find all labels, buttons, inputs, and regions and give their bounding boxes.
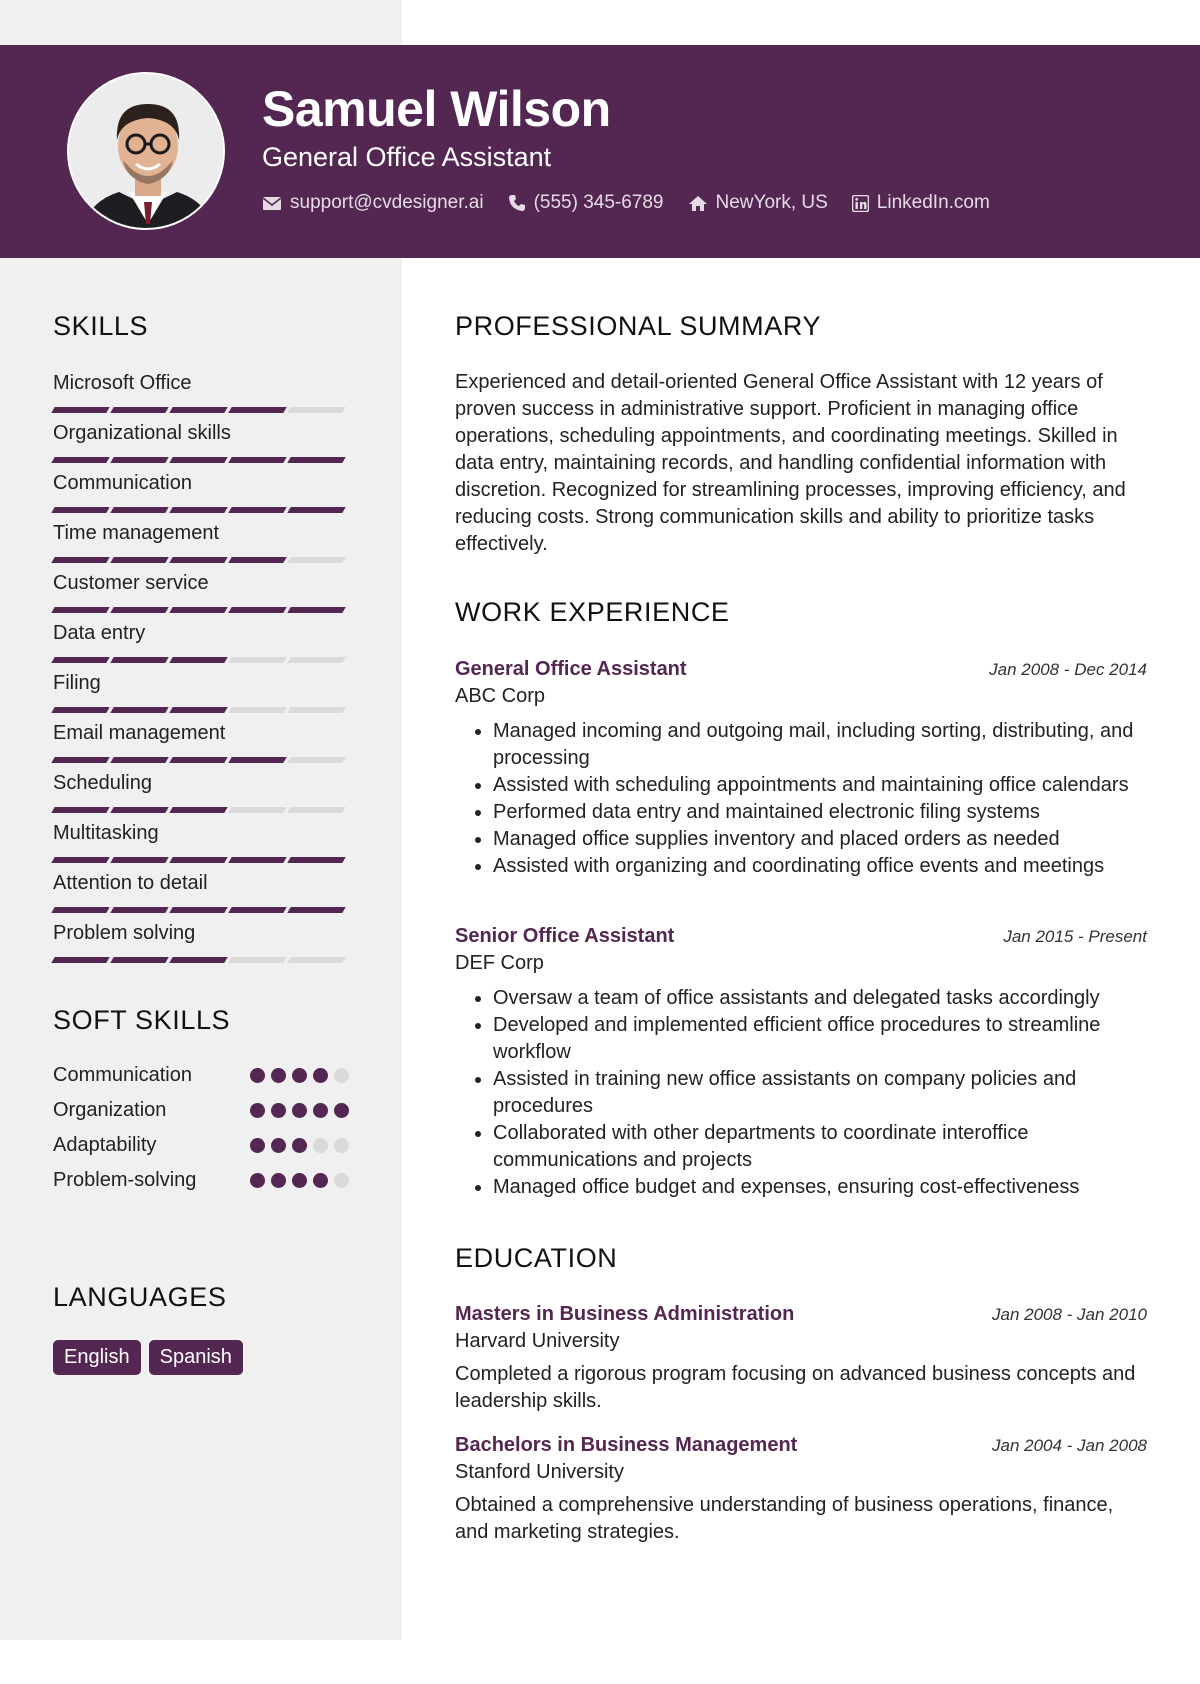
skill-level-segment <box>228 507 286 513</box>
skill-level-segment <box>169 607 227 613</box>
skill-level-meter <box>53 707 349 713</box>
job-bullet: • Assisted with organizing and coordinating office events and meetings <box>493 853 1147 880</box>
skill-level-segment <box>287 457 345 463</box>
soft-skill-item <box>53 1169 349 1192</box>
soft-skill-label: Adaptability <box>53 1134 157 1156</box>
skill-level-segment <box>228 757 286 763</box>
skill-level-segment <box>110 557 168 563</box>
skill-item <box>53 419 349 463</box>
rating-dot <box>271 1173 286 1188</box>
rating-dot <box>250 1103 265 1118</box>
skill-level-segment <box>287 607 345 613</box>
skill-level-segment <box>51 507 109 513</box>
skill-level-segment <box>51 607 109 613</box>
rating-dot <box>271 1103 286 1118</box>
skill-level-segment <box>110 907 168 913</box>
skill-level-segment <box>228 607 286 613</box>
skill-level-segment <box>169 657 227 663</box>
skill-level-segment <box>287 507 345 513</box>
candidate-name: Samuel Wilson <box>262 81 611 137</box>
skill-item <box>53 669 349 713</box>
contact-linkedin[interactable] <box>852 192 990 214</box>
skill-label: Microsoft Office <box>53 372 192 394</box>
skill-level-segment <box>51 407 109 413</box>
rating-dot <box>250 1173 265 1188</box>
skill-level-segment <box>110 657 168 663</box>
education-entry <box>455 1434 1147 1546</box>
languages-list <box>53 1340 251 1375</box>
contact-phone-text: (555) 345-6789 <box>533 192 664 213</box>
rating-dot <box>271 1138 286 1153</box>
skill-level-segment <box>287 807 345 813</box>
skill-label: Multitasking <box>53 822 159 844</box>
skill-level-segment <box>228 407 286 413</box>
job-dates: Jan 2015 - Present <box>1003 927 1147 946</box>
education-description: Obtained a comprehensive understanding of business operations, finance, and marketing strategies. <box>455 1494 1114 1543</box>
skills-heading: SKILLS <box>53 311 149 341</box>
contact-location <box>688 192 828 214</box>
skill-level-segment <box>228 857 286 863</box>
contact-email-text: support@cvdesigner.ai <box>290 192 484 213</box>
skill-level-meter <box>53 457 349 463</box>
job-bullet: • Oversaw a team of office assistants and delegated tasks accordingly <box>493 985 1147 1012</box>
skill-level-segment <box>169 857 227 863</box>
summary-heading: PROFESSIONAL SUMMARY <box>455 311 822 341</box>
rating-dot <box>334 1068 349 1083</box>
rating-dot <box>313 1103 328 1118</box>
skill-level-segment <box>110 857 168 863</box>
rating-dot <box>292 1103 307 1118</box>
skill-level-meter <box>53 557 349 563</box>
skill-level-segment <box>169 407 227 413</box>
skill-item <box>53 569 349 613</box>
rating-dot <box>292 1138 307 1153</box>
job-bullet: • Assisted in training new office assistants on company policies and procedures <box>493 1066 1147 1120</box>
skill-level-segment <box>287 757 345 763</box>
job-bullet: • Managed office budget and expenses, ensuring cost-effectiveness <box>493 1174 1147 1201</box>
job-dates: Jan 2008 - Dec 2014 <box>989 660 1147 679</box>
skill-level-segment <box>169 907 227 913</box>
skill-level-segment <box>110 457 168 463</box>
rating-dot <box>250 1138 265 1153</box>
skill-level-segment <box>51 707 109 713</box>
skill-item <box>53 869 349 913</box>
skill-level-segment <box>287 407 345 413</box>
skill-label: Organizational skills <box>53 422 231 444</box>
job-entry <box>455 925 1147 1201</box>
contact-linkedin-text: LinkedIn.com <box>876 192 990 213</box>
languages-heading: LANGUAGES <box>53 1282 227 1312</box>
skill-level-segment <box>228 657 286 663</box>
skill-level-segment <box>287 557 345 563</box>
skill-level-segment <box>228 457 286 463</box>
rating-dot <box>334 1103 349 1118</box>
candidate-title: General Office Assistant <box>262 142 552 172</box>
skill-level-segment <box>287 957 345 963</box>
rating-dot <box>313 1068 328 1083</box>
skill-label: Filing <box>53 672 101 694</box>
skill-level-segment <box>228 907 286 913</box>
education-dates: Jan 2008 - Jan 2010 <box>991 1305 1147 1324</box>
skill-level-segment <box>169 957 227 963</box>
skill-level-segment <box>110 407 168 413</box>
skill-level-segment <box>228 957 286 963</box>
contact-bar <box>262 192 1014 214</box>
skill-level-segment <box>51 657 109 663</box>
skill-level-meter <box>53 807 349 813</box>
skill-item <box>53 819 349 863</box>
skill-level-segment <box>51 857 109 863</box>
skill-level-segment <box>110 807 168 813</box>
education-description: Completed a rigorous program focusing on advanced business concepts and leadership skills. <box>455 1363 1136 1412</box>
school-name: Harvard University <box>455 1330 620 1352</box>
skill-level-segment <box>51 557 109 563</box>
soft-skill-rating <box>244 1068 349 1083</box>
skill-level-segment <box>287 657 345 663</box>
summary-text: Experienced and detail-oriented General Office Assistant with 12 years of proven success in administrative support. Proficient in managing office operations, scheduling appointments, and coordinating meetings. Skilled in data entry, maintaining records, and handling confidential information with discretion. Recognized for streamlining processes, improving efficiency, and reducing costs. Strong communication skills and ability to prioritize tasks effectively. <box>455 371 1126 555</box>
skill-level-segment <box>228 807 286 813</box>
soft-skill-label: Problem-solving <box>53 1169 197 1191</box>
skill-item <box>53 769 349 813</box>
skill-level-segment <box>228 557 286 563</box>
language-badge: English <box>53 1340 141 1375</box>
job-bullet: • Performed data entry and maintained electronic filing systems <box>493 799 1147 826</box>
skill-level-segment <box>169 707 227 713</box>
skill-level-segment <box>51 907 109 913</box>
skill-item <box>53 519 349 563</box>
experience-heading: WORK EXPERIENCE <box>455 597 730 627</box>
skill-level-segment <box>228 707 286 713</box>
profile-photo <box>67 72 225 230</box>
job-title: General Office Assistant <box>455 658 687 680</box>
skill-level-segment <box>287 707 345 713</box>
job-bullet: • Developed and implemented efficient office procedures to streamline workflow <box>493 1012 1147 1066</box>
skill-level-segment <box>169 507 227 513</box>
skill-level-segment <box>51 757 109 763</box>
skill-level-meter <box>53 857 349 863</box>
soft-skills-heading: SOFT SKILLS <box>53 1005 231 1035</box>
skill-level-segment <box>287 907 345 913</box>
soft-skill-item <box>53 1064 349 1087</box>
job-bullet: • Collaborated with other departments to coordinate interoffice communications and projects <box>493 1120 1147 1174</box>
soft-skill-rating <box>244 1138 349 1153</box>
education-entry <box>455 1303 1147 1415</box>
job-title: Senior Office Assistant <box>455 925 675 947</box>
envelope-icon <box>262 195 282 211</box>
rating-dot <box>250 1068 265 1083</box>
soft-skill-label: Communication <box>53 1064 192 1086</box>
skill-label: Problem solving <box>53 922 196 944</box>
skill-level-segment <box>51 957 109 963</box>
skill-item <box>53 719 349 763</box>
soft-skill-item <box>53 1099 349 1122</box>
skill-label: Time management <box>53 522 219 544</box>
skill-label: Communication <box>53 472 192 494</box>
skill-level-segment <box>110 957 168 963</box>
skill-label: Scheduling <box>53 772 152 794</box>
job-entry <box>455 658 1147 880</box>
skill-level-meter <box>53 657 349 663</box>
skill-item <box>53 369 349 413</box>
rating-dot <box>292 1173 307 1188</box>
contact-email[interactable] <box>262 192 484 214</box>
linkedin-icon <box>852 195 869 212</box>
rating-dot <box>292 1068 307 1083</box>
job-bullets <box>455 718 1147 880</box>
soft-skill-rating <box>244 1103 349 1118</box>
phone-icon <box>508 194 526 212</box>
skill-label: Email management <box>53 722 226 744</box>
job-company: ABC Corp <box>455 685 546 707</box>
avatar <box>69 74 225 230</box>
rating-dot <box>313 1173 328 1188</box>
skill-level-segment <box>51 807 109 813</box>
skill-level-meter <box>53 607 349 613</box>
language-badge: Spanish <box>149 1340 243 1375</box>
skill-level-meter <box>53 907 349 913</box>
skill-level-segment <box>110 607 168 613</box>
skill-item <box>53 919 349 963</box>
contact-phone[interactable] <box>508 192 664 214</box>
soft-skill-rating <box>244 1173 349 1188</box>
job-company: DEF Corp <box>455 952 544 974</box>
skill-level-segment <box>169 457 227 463</box>
degree-title: Masters in Business Administration <box>455 1303 795 1325</box>
rating-dot <box>271 1068 286 1083</box>
rating-dot <box>313 1138 328 1153</box>
skill-label: Attention to detail <box>53 872 208 894</box>
skill-level-meter <box>53 407 349 413</box>
skill-level-segment <box>169 807 227 813</box>
skill-item <box>53 469 349 513</box>
skill-level-segment <box>110 507 168 513</box>
skill-label: Customer service <box>53 572 209 594</box>
education-heading: EDUCATION <box>455 1243 618 1273</box>
skill-level-segment <box>110 707 168 713</box>
contact-location-text: NewYork, US <box>715 192 828 213</box>
skill-level-segment <box>287 857 345 863</box>
job-bullets <box>455 985 1147 1201</box>
job-bullet: • Managed office supplies inventory and placed orders as needed <box>493 826 1147 853</box>
school-name: Stanford University <box>455 1461 624 1483</box>
education-dates: Jan 2004 - Jan 2008 <box>991 1436 1147 1455</box>
job-bullet: • Assisted with scheduling appointments and maintaining office calendars <box>493 772 1147 799</box>
skill-level-meter <box>53 757 349 763</box>
rating-dot <box>334 1173 349 1188</box>
soft-skill-item <box>53 1134 349 1157</box>
skill-level-meter <box>53 507 349 513</box>
skill-label: Data entry <box>53 622 146 644</box>
rating-dot <box>334 1138 349 1153</box>
skill-level-segment <box>169 557 227 563</box>
skill-level-segment <box>110 757 168 763</box>
skill-level-meter <box>53 957 349 963</box>
skill-level-segment <box>51 457 109 463</box>
home-icon <box>688 195 708 212</box>
degree-title: Bachelors in Business Management <box>455 1434 798 1456</box>
job-bullet: • Managed incoming and outgoing mail, including sorting, distributing, and processing <box>493 718 1147 772</box>
soft-skill-label: Organization <box>53 1099 167 1121</box>
skill-level-segment <box>169 757 227 763</box>
skill-item <box>53 619 349 663</box>
